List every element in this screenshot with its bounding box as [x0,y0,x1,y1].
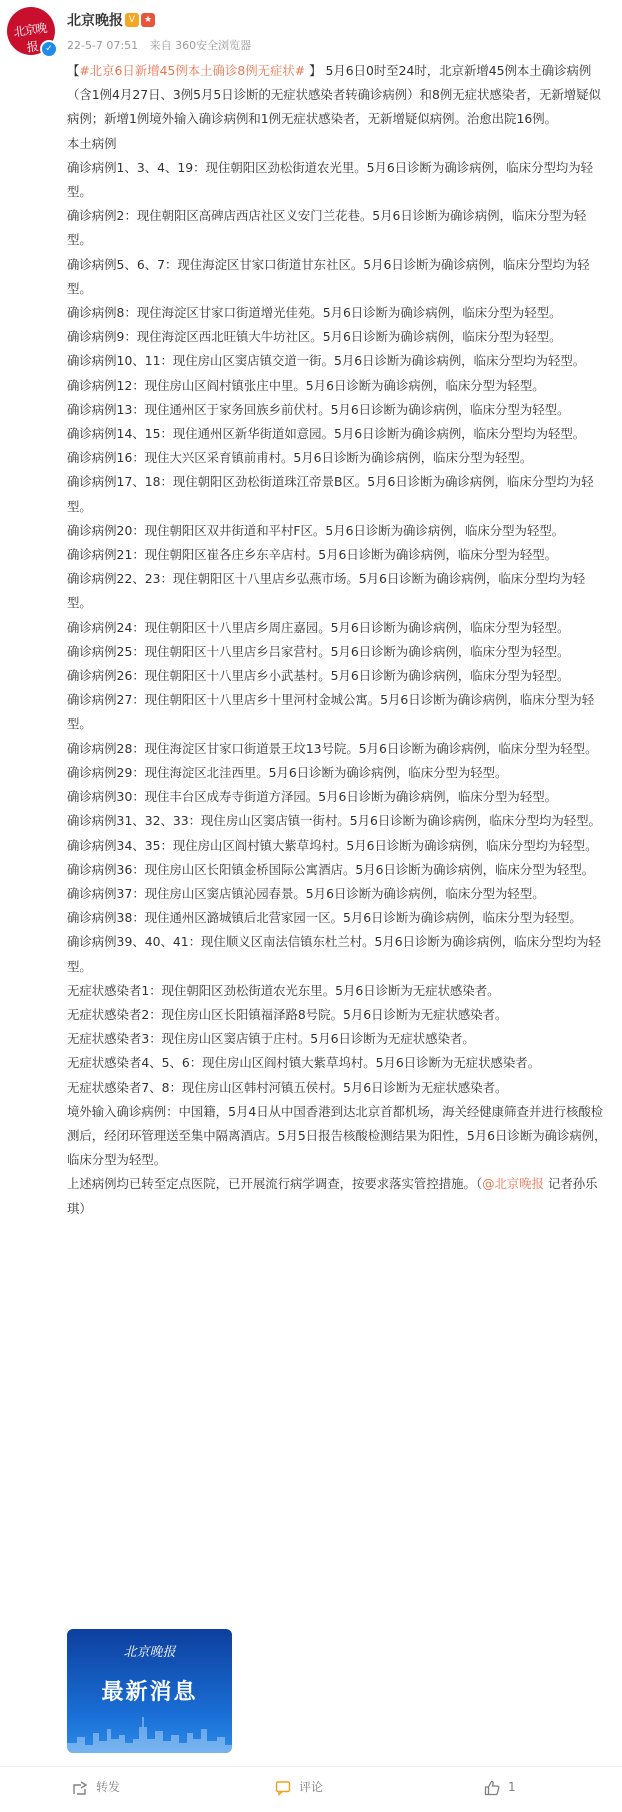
case-item: 确诊病例39、40、41：现住顺义区南法信镇东杜兰村。5月6日诊断为确诊病例，临床分型均为轻型。 [67,934,601,974]
case-item: 确诊病例13：现住通州区于家务回族乡前伏村。5月6日诊断为确诊病例，临床分型为轻型。 [67,401,570,417]
card-title: 最新消息 [101,1680,198,1705]
case-item: 确诊病例16：现住大兴区采育镇前甫村。5月6日诊断为确诊病例，临床分型为轻型。 [67,450,533,466]
case-item: 确诊病例27：现住朝阳区十八里店乡十里河村金城公寓。5月6日诊断为确诊病例，临床分型为轻型。 [67,692,595,732]
forward-label: 转发 [96,1780,121,1794]
case-item: 无症状感染者4、5、6：现住房山区阎村镇大紫草坞村。5月6日诊断为无症状感染者。 [67,1055,541,1071]
verified-icon: ✓ [40,40,58,58]
case-list [67,156,607,1173]
news-image-card[interactable] [67,1629,232,1753]
user-badges [125,11,157,27]
vip-badge-icon[interactable]: V [125,13,139,27]
case-item: 确诊病例34、35：现住房山区阎村镇大紫草坞村。5月6日诊断为确诊病例，临床分型均为轻型。 [67,837,598,853]
like-count: 1 [508,1780,516,1794]
case-item: 确诊病例2：现住朝阳区高碑店西店社区义安门兰花巷。5月6日诊断为确诊病例，临床分型为轻型。 [67,208,587,248]
comment-button[interactable] [275,1767,323,1807]
post-meta [67,37,259,53]
case-item: 确诊病例37：现住房山区窦店镇沁园春景。5月6日诊断为确诊病例，临床分型为轻型。 [67,885,545,901]
case-item: 确诊病例31、32、33：现住房山区窦店镇一街村。5月6日诊断为确诊病例，临床分型均为轻型。 [67,813,601,829]
case-item: 确诊病例21：现住朝阳区崔各庄乡东辛店村。5月6日诊断为确诊病例，临床分型为轻型。 [67,547,557,563]
post-closing: 上述病例均已转至定点医院，已开展流行病学调查，按要求落实管控措施。（@北京晚报 记者孙乐琪） [67,1176,598,1216]
post-time[interactable]: 22-5-7 07:51 [67,39,139,52]
avatar-logo-text: 北京晚报 [12,20,48,55]
case-item: 确诊病例8：现住海淀区甘家口街道增光佳苑。5月6日诊断为确诊病例，临床分型为轻型。 [67,305,562,321]
user-name[interactable]: 北京晚报 [67,13,123,29]
hashtag-link[interactable]: #北京6日新增45例本土确诊8例无症状# [79,63,306,78]
case-item: 确诊病例17、18：现住朝阳区劲松街道珠江帝景B区。5月6日诊断为确诊病例，临床分型均为轻型。 [67,474,594,514]
action-bar [0,1766,622,1807]
post-content [67,59,607,1221]
post-source: 来自 360安全浏览器 [149,39,252,52]
case-item: 确诊病例38：现住通州区潞城镇后北营家园一区。5月6日诊断为确诊病例，临床分型为轻型。 [67,910,582,926]
case-item: 确诊病例9：现住海淀区西北旺镇大牛坊社区。5月6日诊断为确诊病例，临床分型为轻型。 [67,329,562,345]
case-item: 确诊病例5、6、7：现住海淀区甘家口街道甘东社区。5月6日诊断为确诊病例，临床分型均为轻型。 [67,256,590,296]
comment-label: 评论 [299,1780,324,1794]
comment-icon [275,1780,291,1796]
case-item: 无症状感染者1：现住朝阳区劲松街道农光东里。5月6日诊断为无症状感染者。 [67,982,500,998]
case-item: 确诊病例24：现住朝阳区十八里店乡周庄嘉园。5月6日诊断为确诊病例，临床分型为轻型。 [67,619,570,635]
skyline-graphic [67,1709,232,1753]
case-item: 确诊病例36：现住房山区长阳镇金桥国际公寓酒店。5月6日诊断为确诊病例，临床分型为轻型。 [67,861,595,877]
card-logo: 北京晚报 [123,1645,176,1660]
case-item: 确诊病例22、23：现住朝阳区十八里店乡弘燕市场。5月6日诊断为确诊病例，临床分型均为轻型。 [67,571,586,611]
case-item: 确诊病例1、3、4、19：现住朝阳区劲松街道农光里。5月6日诊断为确诊病例，临床分型均为轻型。 [67,159,594,200]
post-lead: 【#北京6日新增45例本土确诊8例无症状# 】 5月6日0时至24时，北京新增45例本土确诊病例（含1例4月27日、3例5月5日诊断的无症状感染者转确诊病例）和8例无症状感染者，无新增疑似病例；新增1例境外输入确诊病例和1例无症状感染者，无新增疑似病例。治愈出院16例。 [67,63,601,127]
case-item: 确诊病例26：现住朝阳区十八里店乡小武基村。5月6日诊断为确诊病例，临床分型为轻型。 [67,668,570,684]
lead-text: 】 5月6日0时至24时，北京新增45例本土确诊病例（含1例4月27日、3例5月5日诊断的无症状感染者转确诊病例）和8例无症状感染者，无新增疑似病例；新增1例境外输入确诊病例和1例无症状感染者，无新增疑似病例。治愈出院16例。 [67,63,601,127]
case-item: 无症状感染者3：现住房山区窦店镇于庄村。5月6日诊断为无症状感染者。 [67,1031,475,1047]
like-button[interactable] [484,1767,516,1807]
case-item: 境外输入确诊病例：中国籍，5月4日从中国香港到达北京首都机场，海关经健康筛查并进行核酸检测后，经闭环管理送至集中隔离酒店。5月5日报告核酸检测结果为阳性，5月6日诊断为确诊病例，临床分型为轻型。 [67,1103,607,1168]
case-item: 确诊病例20：现住朝阳区双井街道和平村F区。5月6日诊断为确诊病例，临床分型为轻型。 [67,522,565,538]
case-item: 确诊病例28：现住海淀区甘家口街道景王坟13号院。5月6日诊断为确诊病例，临床分型为轻型。 [67,740,598,756]
case-item: 确诊病例10、11：现住房山区窦店镇交道一街。5月6日诊断为确诊病例，临床分型均为轻型。 [67,353,586,369]
post-header [0,0,622,64]
mention-link[interactable]: @北京晚报 [482,1176,545,1192]
thumbs-up-icon [484,1780,500,1796]
section-heading: 本土病例 [67,135,117,151]
case-item: 确诊病例30：现住丰台区成寿寺街道方泽园。5月6日诊断为确诊病例，临床分型为轻型。 [67,789,557,805]
case-item: 无症状感染者2：现住房山区长阳镇福泽路8号院。5月6日诊断为无症状感染者。 [67,1006,508,1022]
case-item: 无症状感染者7、8：现住房山区韩村河镇五侯村。5月6日诊断为无症状感染者。 [67,1079,508,1095]
forward-button[interactable] [72,1767,120,1807]
case-item: 确诊病例25：现住朝阳区十八里店乡吕家营村。5月6日诊断为确诊病例，临床分型为轻型。 [67,643,570,659]
case-item: 确诊病例12：现住房山区阎村镇张庄中里。5月6日诊断为确诊病例，临床分型为轻型。 [67,377,545,393]
member-badge-icon[interactable]: ★ [141,13,155,27]
case-item: 确诊病例14、15：现住通州区新华街道如意园。5月6日诊断为确诊病例，临床分型均为轻型。 [67,426,586,442]
forward-icon [72,1780,88,1796]
case-item: 确诊病例29：现住海淀区北洼西里。5月6日诊断为确诊病例，临床分型为轻型。 [67,764,508,780]
